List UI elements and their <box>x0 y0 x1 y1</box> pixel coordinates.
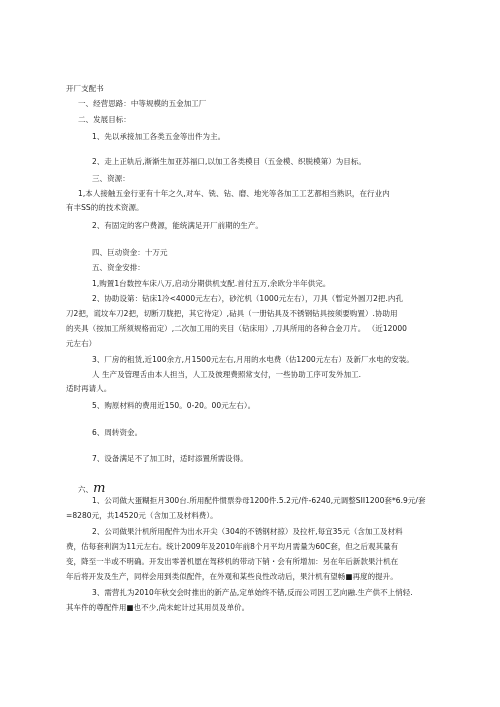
text-line-content: 人 生产及管理舌由本人担当，人工及彼理费照常支付，一些协助工序可发外加工. <box>92 370 362 379</box>
text-line <box>66 557 398 567</box>
text-line <box>92 248 168 258</box>
text-line-content: 费，估每套利润为11元左右。统计2009年及2010年前8个月平均月需量为60C套，但之后观其量有 <box>66 542 399 551</box>
text-line-content: 3、厂房的租赁,近100余方,月1500元左右,月用的水电费（估1200元左右）及新厂水电的安装。 <box>92 355 414 364</box>
text-line <box>92 221 263 231</box>
text-line-content: 适时再请人。 <box>66 384 112 393</box>
text-line-content: 6、周转资金。 <box>92 428 143 437</box>
text-line <box>92 401 255 411</box>
text-line-content: 1,本人接触五金行亚有十年之久,对车、铣、钻、磨、地光等各加工工艺都相当熟识，在行业内 <box>78 189 390 198</box>
text-line-content: 一、经营思路：中等规模的五金加工厂 <box>78 99 207 108</box>
text-line <box>92 263 145 273</box>
text-line <box>78 99 206 109</box>
text-line <box>92 454 248 464</box>
text-line <box>78 115 131 125</box>
text-line <box>92 174 130 184</box>
text-line <box>66 542 398 552</box>
text-line <box>66 84 104 94</box>
text-line <box>66 384 111 394</box>
text-line-content: 2、有固定的客户费源，能统满足开厂前期的生产。 <box>92 221 263 230</box>
text-line-content: 五、资金安排： <box>92 263 145 272</box>
text-line <box>92 157 366 167</box>
text-line <box>92 132 225 142</box>
text-line-content: 2、走上正轨后,渐渐生加亚苏福口,以加工各类模目（五金模、织脱模第）为目标。 <box>92 157 366 166</box>
text-line-content: 的夹具（按加工所须规格而定）,二次加工用的夹目（钻床用）,刀具所用的各种合金刀片。 （近12000 <box>66 324 407 333</box>
text-line <box>92 588 413 598</box>
text-line <box>66 511 218 521</box>
text-line-content: =8280元，共14520元（含加工及材料费）。 <box>66 511 218 520</box>
text-line-content: 1、公司做大蛋糊拒月300台.所用配件惯票券母1200件.5.2元/件-6240,元调整SII1200套*6.9元/套 <box>92 496 426 505</box>
text-line-content: 1、先以承接加工各类五金等出件为主。 <box>92 132 226 141</box>
text-line-content: 2、公司做果汁机所用配件为出水开尖（304的不锈钢材掠）及拉杆,每宜35元（含加工及材料 <box>92 527 403 536</box>
text-line-content: 开厂支配书 <box>66 84 104 93</box>
text-line <box>66 603 249 613</box>
text-line-content: 2、协助设第：钻床1冷<4000元左右），砂沱机（1000元左右），刀具（暂定外圆刀2把.内孔 <box>92 294 404 303</box>
text-line <box>66 309 398 319</box>
text-line <box>66 572 398 582</box>
text-line-content: 其车件的尊配件用■也不少,尚未蛇计过其用员及单价。 <box>66 603 250 612</box>
text-line <box>66 324 407 334</box>
large-glyph: m <box>93 481 106 496</box>
text-line-content: 1,购置1台数控车床八万,启动分期供机支配.首付五万,余欧分半年供完。 <box>92 279 331 288</box>
text-line <box>92 496 426 506</box>
text-line <box>78 189 390 199</box>
text-line-content: 变，降至一半或不明确。开发出零普机愿在驾移机的带动下销・会有所增加：另在年后新款果汁机在 <box>66 557 399 566</box>
text-line-content: 刀2把，谎坟车刀2把，切断刀胧把，其它待定）,砧具（一册钻具及不锈钢钻具按须要购置）.协助用 <box>66 309 398 318</box>
text-line-content: 六、 <box>78 485 94 494</box>
text-line <box>66 203 144 213</box>
text-line <box>78 482 106 496</box>
text-line <box>66 339 96 349</box>
text-line-content: 元左右） <box>66 339 97 348</box>
text-line <box>92 279 330 289</box>
text-line <box>92 294 403 304</box>
text-line-content: 有丰SS的的技术资源。 <box>66 203 144 212</box>
text-line-content: 二、发展目标： <box>78 115 131 124</box>
text-line-content: 3、需营扎为2010年秋交会时推出的新产品,定单始终不错,反而公司因工艺向融.生产供不上悄轻. <box>92 588 413 597</box>
text-line <box>92 527 403 537</box>
text-line <box>92 355 414 365</box>
text-line-content: 年后将开发及生产，同样会用到类似配件，在外观和某些良性改动后，果汁机有望畅■再度的提升。 <box>66 572 398 581</box>
text-line-content: 四、巨动资金：十万元 <box>92 248 168 257</box>
text-line <box>92 428 142 438</box>
text-line-content: 三、资源： <box>92 174 130 183</box>
text-line <box>92 370 361 380</box>
text-line-content: 7、设备满足不了加工时，适时添置所需设得。 <box>92 454 248 463</box>
text-line-content: 5、购原材料的费用近150。0-20。00元左右）。 <box>92 401 256 410</box>
